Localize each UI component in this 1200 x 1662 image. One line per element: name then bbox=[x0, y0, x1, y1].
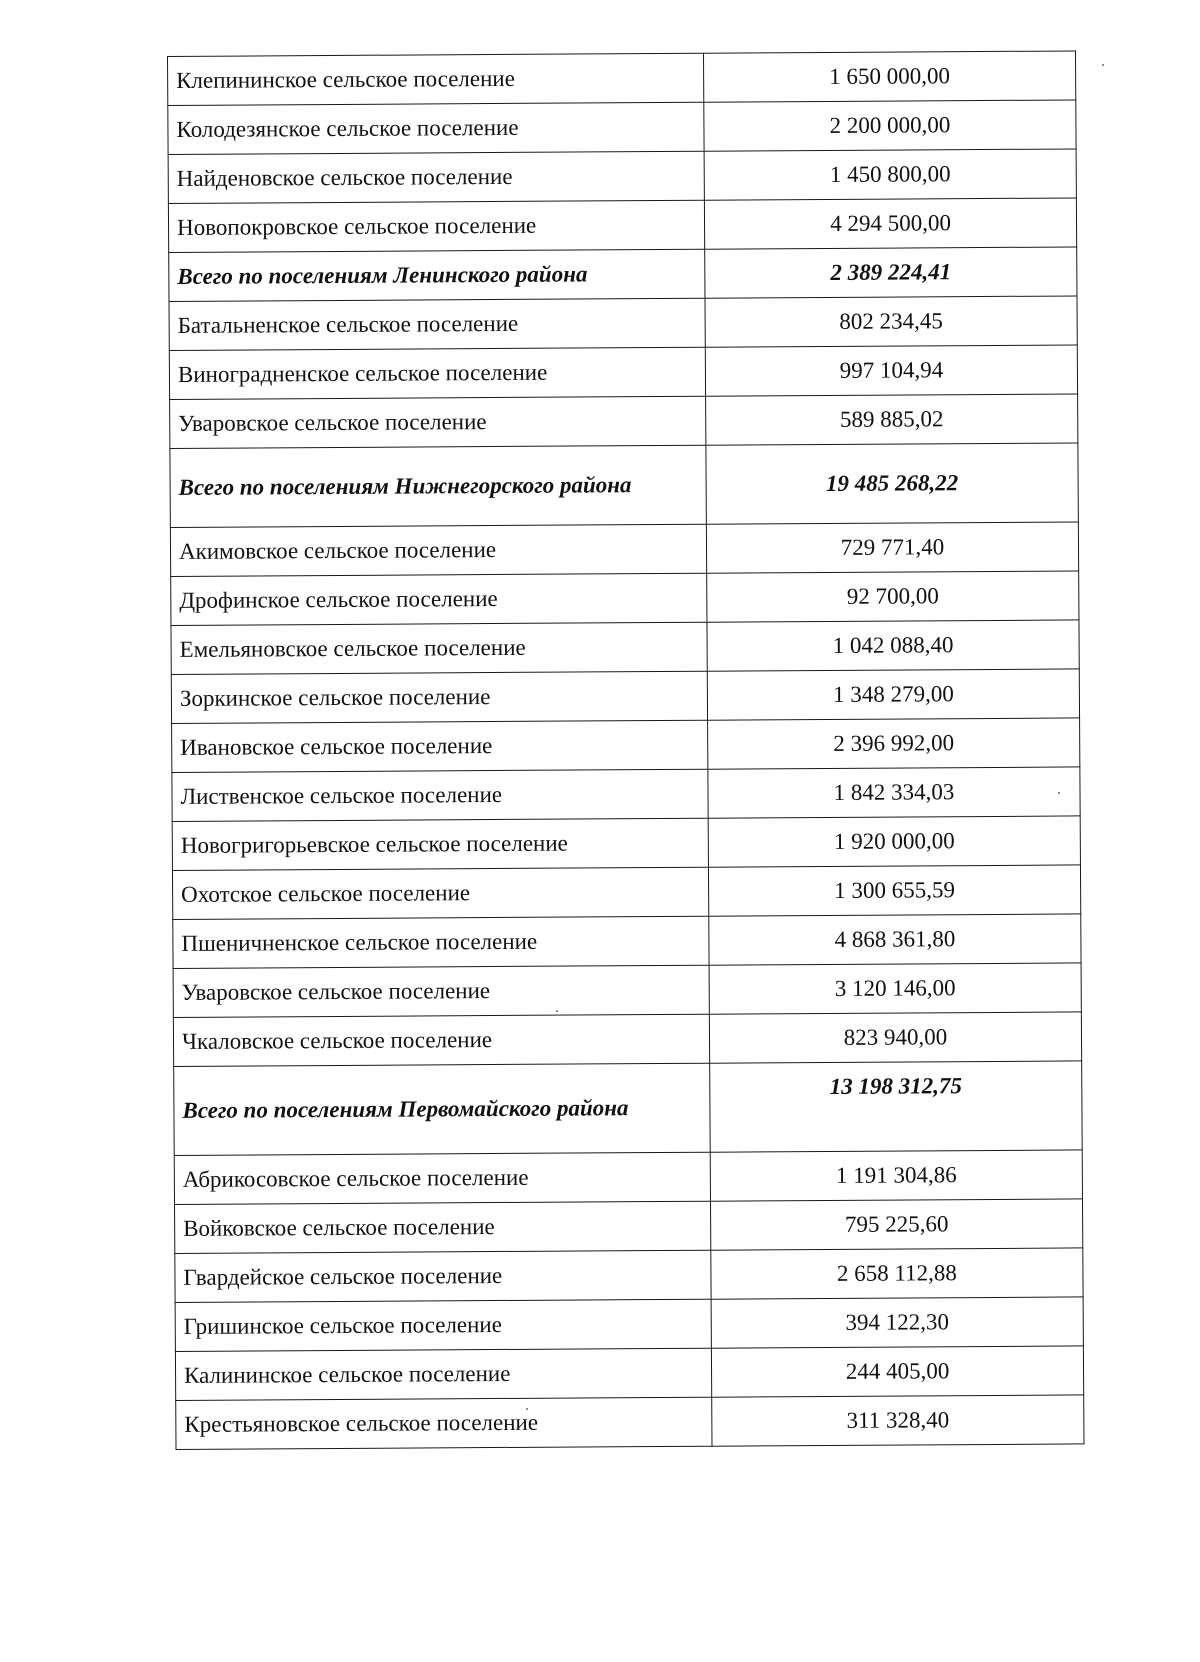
district-total-label: Всего по поселениям Нижнегорского района bbox=[170, 445, 706, 527]
table-row bbox=[172, 718, 1080, 773]
settlement-name: Дрофинское сельское поселение bbox=[171, 573, 707, 625]
settlement-name: Клепининское сельское поселение bbox=[168, 53, 704, 105]
settlement-name: Абрикосовское сельское поселение bbox=[174, 1152, 710, 1204]
settlement-amount: 244 405,00 bbox=[711, 1346, 1083, 1397]
settlement-name: Новогригорьевское сельское поселение bbox=[172, 818, 708, 870]
district-total-row bbox=[170, 443, 1078, 528]
table-row bbox=[175, 1346, 1083, 1401]
table-row bbox=[173, 914, 1081, 969]
scan-speck bbox=[1102, 64, 1104, 66]
settlement-name: Акимовское сельское поселение bbox=[170, 524, 706, 576]
table-row bbox=[175, 1199, 1083, 1254]
table-row bbox=[170, 394, 1078, 449]
settlement-amount: 1 042 088,40 bbox=[707, 620, 1079, 671]
table-row bbox=[171, 620, 1079, 675]
settlement-amount: 1 650 000,00 bbox=[703, 51, 1075, 102]
settlement-amount: 1 842 334,03 bbox=[708, 767, 1080, 818]
settlement-amount: 997 104,94 bbox=[705, 345, 1077, 396]
settlement-name: Емельяновское сельское поселение bbox=[171, 622, 707, 674]
settlement-amount: 4 868 361,80 bbox=[709, 914, 1081, 965]
settlement-name: Новопокровское сельское поселение bbox=[168, 200, 704, 252]
settlement-name: Калининское сельское поселение bbox=[175, 1348, 711, 1400]
settlement-name: Найденовское сельское поселение bbox=[168, 151, 704, 203]
district-total-row bbox=[174, 1061, 1083, 1156]
table-row bbox=[168, 51, 1076, 106]
settlement-name: Войковское сельское поселение bbox=[175, 1201, 711, 1253]
table-row bbox=[176, 1395, 1084, 1450]
table-row bbox=[174, 1150, 1082, 1205]
settlement-name: Колодезянское сельское поселение bbox=[168, 102, 704, 154]
settlement-amount: 729 771,40 bbox=[706, 522, 1078, 573]
settlement-amount: 2 658 112,88 bbox=[711, 1248, 1083, 1299]
settlements-allocation-table bbox=[167, 50, 1084, 1450]
district-total-label: Всего по поселениям Ленинского района bbox=[169, 249, 705, 301]
district-total-amount: 2 389 224,41 bbox=[705, 247, 1077, 298]
settlement-amount: 394 122,30 bbox=[711, 1297, 1083, 1348]
table-row bbox=[171, 571, 1079, 626]
settlement-amount: 4 294 500,00 bbox=[704, 198, 1076, 249]
settlement-amount: 92 700,00 bbox=[707, 571, 1079, 622]
table-row bbox=[169, 296, 1077, 351]
district-total-row bbox=[169, 247, 1077, 302]
settlement-name: Уваровское сельское поселение bbox=[173, 965, 709, 1017]
settlement-name: Крестьяновское сельское поселение bbox=[176, 1397, 712, 1449]
settlement-amount: 795 225,60 bbox=[711, 1199, 1083, 1250]
settlement-name: Ивановское сельское поселение bbox=[172, 720, 708, 772]
settlement-name: Батальненское сельское поселение bbox=[169, 298, 705, 350]
table-row bbox=[168, 100, 1076, 155]
table-row bbox=[168, 198, 1076, 253]
settlement-name: Чкаловское сельское поселение bbox=[173, 1014, 709, 1066]
table-row bbox=[173, 963, 1081, 1018]
settlement-amount: 1 191 304,86 bbox=[710, 1150, 1082, 1201]
settlement-amount: 589 885,02 bbox=[706, 394, 1078, 445]
table-row bbox=[168, 149, 1076, 204]
settlement-amount: 1 348 279,00 bbox=[707, 669, 1079, 720]
settlement-name: Пшеничненское сельское поселение bbox=[173, 916, 709, 968]
table-row bbox=[172, 767, 1080, 822]
settlement-amount: 823 940,00 bbox=[709, 1012, 1081, 1063]
district-total-amount: 19 485 268,22 bbox=[706, 443, 1078, 524]
settlement-name: Виноградненское сельское поселение bbox=[169, 347, 705, 399]
district-total-label: Всего по поселениям Первомайского района bbox=[174, 1063, 711, 1155]
settlement-name: Охотское сельское поселение bbox=[172, 867, 708, 919]
table-row bbox=[171, 669, 1079, 724]
district-total-amount: 13 198 312,75 bbox=[710, 1061, 1083, 1152]
settlement-name: Гвардейское сельское поселение bbox=[175, 1250, 711, 1302]
settlement-amount: 2 200 000,00 bbox=[704, 100, 1076, 151]
table-row bbox=[172, 816, 1080, 871]
settlement-amount: 1 300 655,59 bbox=[708, 865, 1080, 916]
table-row bbox=[169, 345, 1077, 400]
table-row bbox=[175, 1297, 1083, 1352]
settlement-name: Зоркинское сельское поселение bbox=[171, 671, 707, 723]
table-row bbox=[175, 1248, 1083, 1303]
table-row bbox=[172, 865, 1080, 920]
settlement-amount: 802 234,45 bbox=[705, 296, 1077, 347]
table-row bbox=[173, 1012, 1081, 1067]
table-row bbox=[170, 522, 1078, 577]
settlement-amount: 311 328,40 bbox=[712, 1395, 1084, 1446]
settlement-amount: 1 920 000,00 bbox=[708, 816, 1080, 867]
settlement-amount: 1 450 800,00 bbox=[704, 149, 1076, 200]
settlement-amount: 3 120 146,00 bbox=[709, 963, 1081, 1014]
settlement-name: Уваровское сельское поселение bbox=[170, 396, 706, 448]
settlement-amount: 2 396 992,00 bbox=[708, 718, 1080, 769]
settlement-name: Лиственское сельское поселение bbox=[172, 769, 708, 821]
settlement-name: Гришинское сельское поселение bbox=[175, 1299, 711, 1351]
